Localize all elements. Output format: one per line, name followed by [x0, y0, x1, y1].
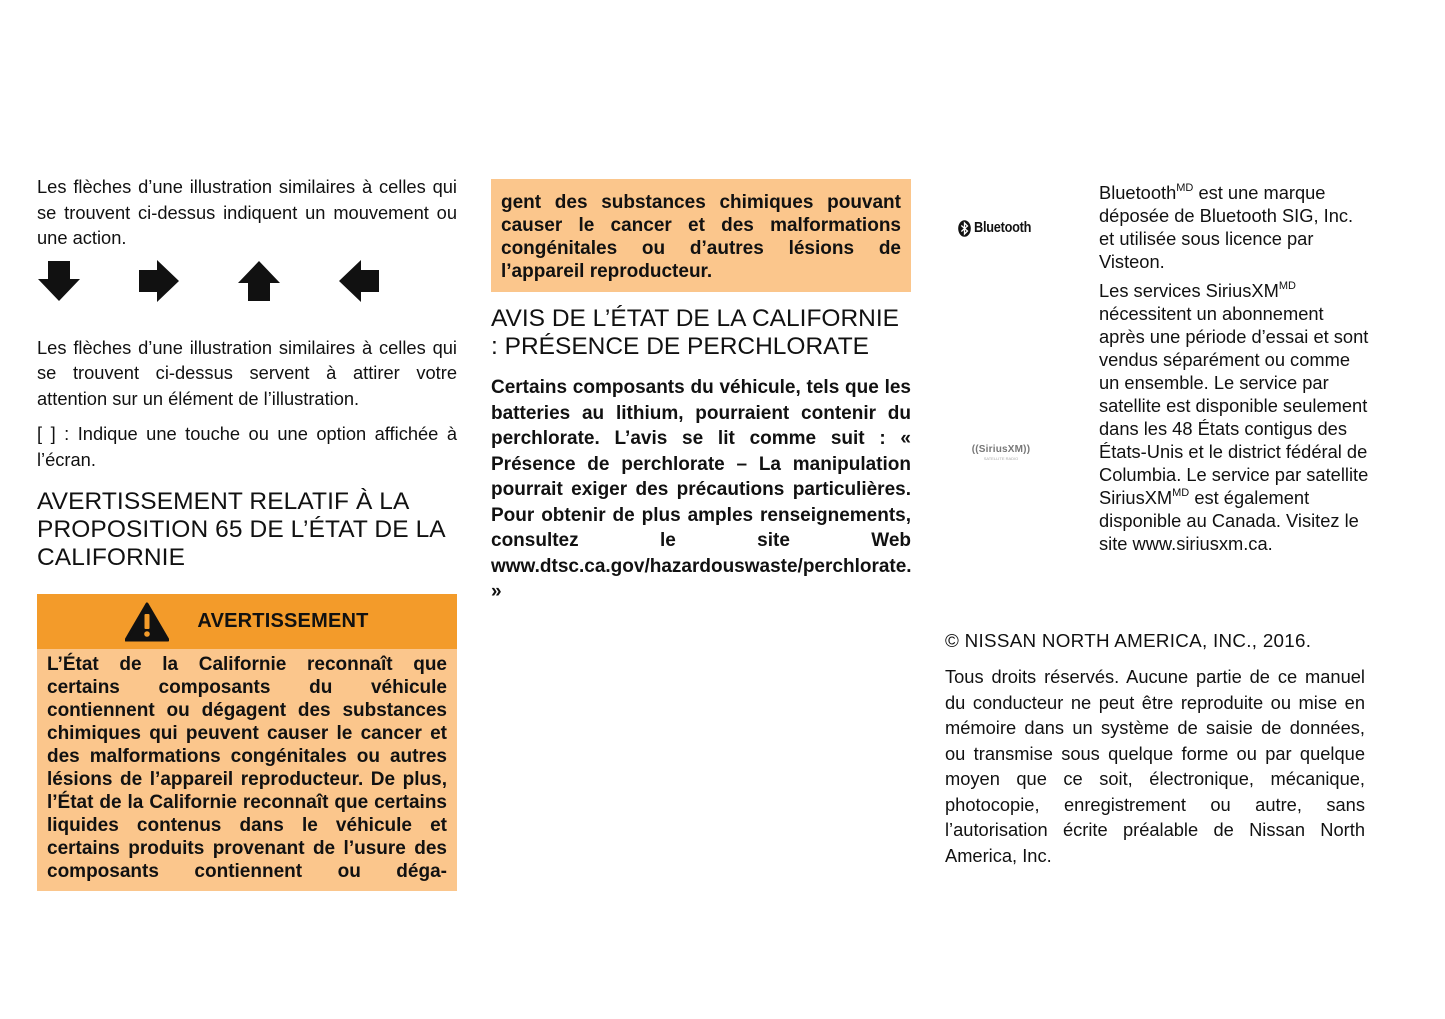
siriusxm-prefix: Les services SiriusXM: [1099, 280, 1279, 301]
bluetooth-icon: [958, 220, 971, 237]
siriusxm-note: [1099, 279, 1369, 555]
arrows-attention-paragraph: Les flèches d’une illustration similaires à celles qui se trouvent ci-dessus servent à attirer votre attention sur un élément de l’illustration.: [37, 336, 457, 409]
siriusxm-logo-subtext: SATELLITE RADIO: [983, 455, 1019, 461]
arrow-right-icon: [137, 259, 237, 303]
perchlorate-heading: AVIS DE L’ÉTAT DE LA CALIFORNIE : PRÉSENCE DE PERCHLORATE: [491, 305, 900, 360]
column-middle: [491, 179, 911, 605]
column-left: [37, 174, 457, 891]
bluetooth-note: [1099, 181, 1369, 273]
arrow-down-icon: [37, 259, 137, 303]
siriusxm-text: nécessitent un abonnement après une période d’essai et sont vendus séparément ou comme un ensemble. Le service par satellite est disponible seulement dans les 48 États contigus des États-Unis et le district fédéral de Columbia. Le service par satellite SiriusXM: [1099, 303, 1369, 508]
bluetooth-text: est une marque déposée de Bluetooth SIG, Inc. et utilisée sous licence par Visteon.: [1099, 182, 1354, 272]
rights-paragraph: Tous droits réservés. Aucune partie de ce manuel du conducteur ne peut être reproduite ou mise en mémoire dans un système de saisie de données, ou transmise sous quelque forme ou par quelque moyen que ce soit, électronique, mécanique, photocopie, enregistrement ou autre, sans l’autorisation écrite préalable de Nissan North America, Inc.: [945, 666, 1365, 866]
siriusxm-sup2: MD: [1172, 486, 1190, 499]
warning-body: L’État de la Californie reconnaît que certains composants du véhicule contiennent ou dégagent des substances chimiques qui peuvent causer le cancer et des malformations congénitales ou autres lésions de l’appareil reproducteur. De plus, l’État de la Californie reconnaît que certains liquides contenus dans le véhicule et certains produits provenant de l’usure des composants contiennent ou déga-: [47, 654, 447, 882]
siriusxm-text2: est également disponible au Canada. Visitez le site www.siriusxm.ca.: [1099, 487, 1359, 554]
bluetooth-logo-text: Bluetooth: [974, 220, 1032, 236]
bluetooth-brand: Bluetooth: [1099, 182, 1177, 203]
siriusxm-sup: MD: [1278, 279, 1296, 292]
arrows-movement-paragraph: Les flèches d’une illustration similaires à celles qui se trouvent ci-dessus indiquent un mouvement ou une action.: [37, 176, 457, 248]
arrow-left-icon: [337, 259, 437, 303]
warning-triangle-icon: [125, 602, 169, 642]
siriusxm-logo-text: ((SiriusXM)): [971, 443, 1031, 455]
arrow-legend: [37, 257, 457, 305]
warning-header: [37, 594, 457, 649]
siriusxm-logo: [953, 438, 1049, 466]
prop65-heading: AVERTISSEMENT RELATIF À LA PROPOSITION 65 DE L’ÉTAT DE LA CALIFORNIE: [37, 488, 445, 571]
trademark-notes: [1099, 181, 1369, 561]
key-indicator-paragraph: [ ] : Indique une touche ou une option affichée à l’écran.: [37, 423, 457, 470]
bluetooth-sup: MD: [1176, 181, 1194, 194]
arrow-up-icon: [237, 259, 337, 303]
prop65-warning-box: [37, 594, 457, 891]
copyright-line: © NISSAN NORTH AMERICA, INC., 2016.: [945, 630, 1312, 651]
perchlorate-body: Certains composants du véhicule, tels que les batteries au lithium, pourraient contenir du perchlorate. L’avis se lit comme suit : « Présence de perchlorate – La manipulation pourrait exiger des précautions particulières. Pour obtenir de plus amples renseignements, consultez le site Web www.dtsc.ca.gov/hazardouswaste/perchlorate. »: [491, 377, 912, 602]
bluetooth-logo: [958, 218, 1058, 238]
warning-title: AVERTISSEMENT: [197, 610, 369, 632]
warning-continuation-box: gent des substances chimiques pouvant causer le cancer et des malformations congénitales ou d’autres lésions de l’appareil reproducteur.: [491, 179, 911, 292]
